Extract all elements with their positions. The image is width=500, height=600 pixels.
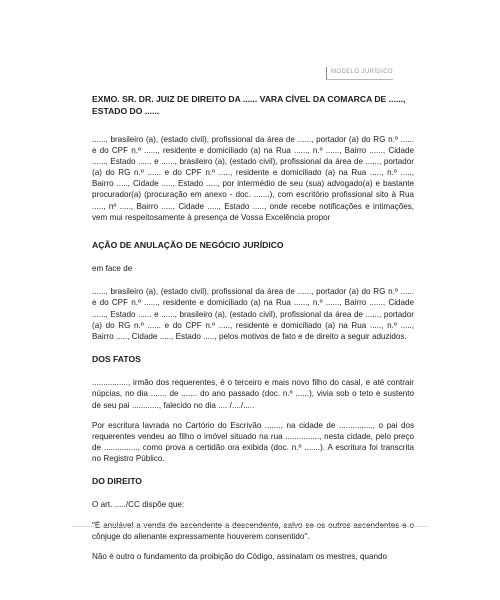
header-mark: MODELO JURÍDICO [326,67,393,80]
defendants-qualification: ......, brasileiro (a), (estado civil), profissional da área de ......, portador (a) do RG n.º ...... e do CPF n.º ......, residente e domiciliado (a) na Rua ......, n.º ......, Bairro ......, Cidade ......, Estado ...... e ......, brasileiro (a), (estado civil), profissional da área de ......, portador (a) do RG n.º ...... e do CPF n.º ....., residente e domiciliado (a) na Rua ....., n.º ....., Bairro ....., Cidade ....., Estado ....., pelos motivos de fato e de direito a seguir aduzidos. [92,287,414,341]
spacer [92,542,414,551]
law-quote: "É anulável a venda de ascendente a descendente, salvo se os outros ascendentes e o cônjuge do alienante expressamente houverem consentido". [92,520,414,541]
spacer [92,117,414,134]
plaintiffs-qualification: ......, brasileiro (a), (estado civil), profissional da área de ......, portador (a) do RG n.º ...... e do CPF n.º ......, residente e domiciliado (a) na Rua ......, n.º ......, Bairro ......, Cidade ......, Estado ...... e ......, brasileiro (a), (estado civil), profissional da área de ......, portador (a) do RG n.º ...... e do CPF n.º ....., residente e domiciliado (a) na Rua ....., n.º ....., Bairro ....., Cidade ....., Estado ....., por intermédio de seu (sua) advogado(a) e bastante procurador(a) (procuração em anexo - doc. .......), com escritório profissional sito à Rua ....., nº ....., Bairro ....., Cidade ....., Estado ....., onde recebe notificações e intimações, vem mui respeitosamente à presença de Vossa Excelência propor [92,135,414,222]
page-bottom-divider [72,526,428,527]
spacer [92,487,414,499]
law-section-title: DO DIREITO [92,475,142,486]
spacer [92,511,414,520]
law-paragraph-2: Não é outro o fundamento da proibição do Código, assinalam os mestres, quando [92,551,388,561]
facts-paragraph-1: ................, irmão dos requerentes, é o terceiro e mais novo filho do casal, e até contrair núpcias, no dia ....... de ....... do ano passado (doc. n.º ......), vivia sob o teto e sustento de seu pai ............, falecido no dia .... /..../..... [92,378,414,410]
spacer [92,223,414,240]
facts-paragraph-2: Por escritura lavrada no Cartório do Escrivão ......., na cidade de ..............., o pai dos requerentes vendeu ao filho o imóvel situado na rua ..............., nesta cidade, pelo preço de ..............., como prova a certidão ora exibida (doc. n.º .......). A escritura foi transcrita no Registro Público. [92,420,414,463]
spacer [92,342,414,354]
spacer [92,411,414,420]
in-face-of-text: em face de [92,264,133,274]
spacer [92,464,414,476]
law-paragraph-1: O art. ...../CC dispõe que: [92,500,185,510]
spacer [92,365,414,377]
spacer [92,251,414,263]
court-address: EXMO. SR. DR. JUIZ DE DIREITO DA ...... VARA CÍVEL DA COMARCA DE ......, ESTADO DO ...... [92,94,406,116]
document-body [92,94,414,562]
facts-section-title: DOS FATOS [92,353,141,364]
action-title: AÇÃO DE ANULAÇÃO DE NEGÓCIO JURÍDICO [92,239,284,250]
spacer [92,274,414,286]
